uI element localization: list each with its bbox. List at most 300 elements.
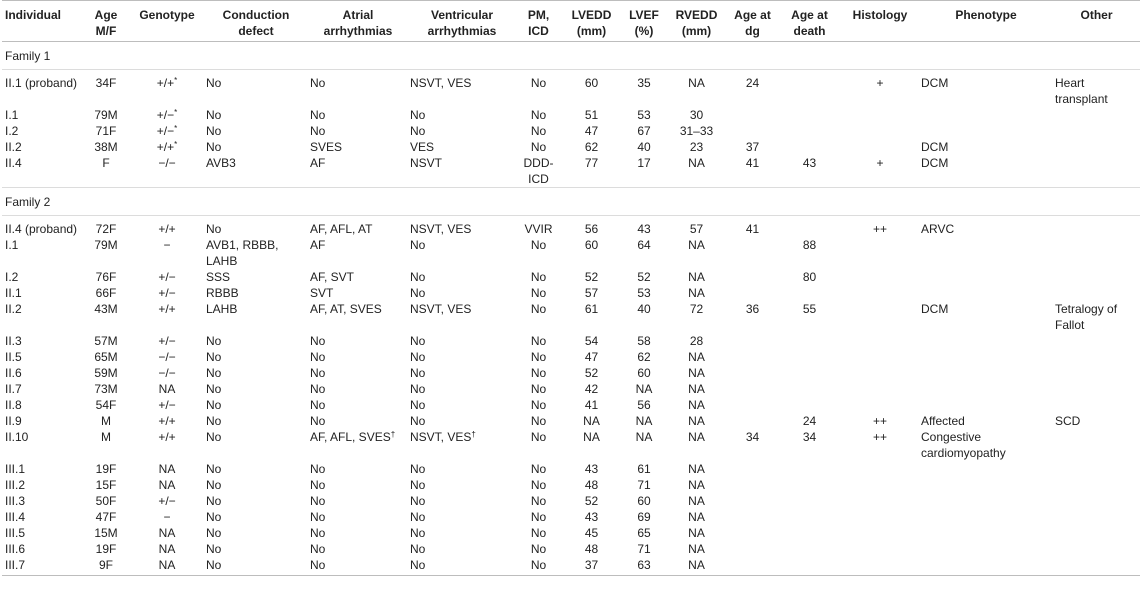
cell-pm-icd: VVIR <box>524 222 553 236</box>
cell-lvedd: 45 <box>584 526 599 540</box>
cell-pm-icd: No <box>530 510 547 524</box>
cell-age: 43M <box>94 302 118 316</box>
cell-other <box>1053 285 1140 301</box>
cell-conduction-defect: No <box>206 478 222 492</box>
cell-lvef: 17 <box>637 156 651 170</box>
cell-age-at-dg: 41 <box>745 156 760 170</box>
cell-individual: I.2 <box>5 270 19 284</box>
cell-lvedd: 47 <box>584 124 599 138</box>
cell-genotype: +/+* <box>156 76 178 90</box>
cell-age: 59M <box>94 366 118 380</box>
cell-phenotype <box>919 461 1053 477</box>
cell-age: 47F <box>95 510 117 524</box>
cell-age-at-dg: 24 <box>745 76 760 90</box>
cell-atrial-arrhythmias: AF <box>310 156 326 170</box>
cell-age: M <box>101 414 111 428</box>
cell-age: 72F <box>95 222 117 236</box>
cell-atrial-arrhythmias: No <box>310 398 326 412</box>
cell-histology <box>841 381 919 397</box>
cell-histology <box>841 107 919 123</box>
cell-lvef: 40 <box>637 140 651 154</box>
cell-age-at-dg <box>727 413 778 429</box>
cell-lvedd: 37 <box>561 557 622 576</box>
cell-rvedd: 31–33 <box>679 124 714 138</box>
cell-phenotype <box>919 269 1053 285</box>
cell-histology <box>841 365 919 381</box>
cell-ventricular-arrhythmias: No <box>410 494 426 508</box>
cell-atrial-arrhythmias: No <box>310 414 326 428</box>
cell-genotype: +/+ <box>158 430 176 444</box>
cell-rvedd: NA <box>688 238 705 252</box>
cell-ventricular-arrhythmias: No <box>410 366 426 380</box>
cell-lvedd: 52 <box>584 494 599 508</box>
cell-histology <box>841 557 919 576</box>
cell-age-at-dg <box>727 333 778 349</box>
cell-rvedd: NA <box>666 557 727 576</box>
header-pm-icd: PM, ICD <box>516 1 561 42</box>
cell-pm-icd: No <box>530 542 547 556</box>
cell-histology: + <box>876 76 884 90</box>
cell-age-at-dg <box>727 107 778 123</box>
cell-rvedd: NA <box>688 270 705 284</box>
cell-individual: II.10 <box>5 430 29 444</box>
cell-conduction-defect: No <box>206 108 222 122</box>
cell-phenotype <box>919 285 1053 301</box>
cell-lvedd: 43 <box>584 510 599 524</box>
cell-ventricular-arrhythmias: No <box>410 478 426 492</box>
table-row <box>2 216 1140 238</box>
cell-age: 79M <box>94 108 118 122</box>
table-row <box>2 493 1140 509</box>
cell-individual: III.3 <box>5 494 26 508</box>
cell-other: Heart transplant <box>1055 76 1108 106</box>
cell-conduction-defect: No <box>206 462 222 476</box>
header-atrial-arrhythmias: Atrial arrhythmias <box>308 1 408 42</box>
cell-histology <box>841 477 919 493</box>
cell-age: M <box>101 430 111 444</box>
table-row <box>2 349 1140 365</box>
cell-ventricular-arrhythmias: No <box>410 350 426 364</box>
footnote-marker: * <box>174 124 178 133</box>
cell-age-at-death: 55 <box>802 302 817 316</box>
cell-age-at-death <box>778 461 841 477</box>
cell-individual: II.2 <box>5 302 22 316</box>
cell-atrial-arrhythmias: AF, AFL, AT <box>310 222 373 236</box>
cell-individual: II.6 <box>5 366 22 380</box>
cell-age: 9F <box>82 557 130 576</box>
cell-age: 15F <box>95 478 117 492</box>
cell-atrial-arrhythmias: AF, AFL, SVES† <box>310 430 396 444</box>
cell-rvedd: NA <box>688 494 705 508</box>
cell-atrial-arrhythmias: No <box>310 526 326 540</box>
cell-lvef: 58 <box>637 334 651 348</box>
table-row <box>2 365 1140 381</box>
cell-lvef: 60 <box>637 494 651 508</box>
cell-other <box>1053 216 1140 238</box>
cell-lvedd: 62 <box>584 140 599 154</box>
cell-other <box>1053 461 1140 477</box>
cell-atrial-arrhythmias: No <box>310 382 326 396</box>
cell-conduction-defect: No <box>206 76 222 90</box>
cell-lvef: 53 <box>637 286 651 300</box>
header-age-at-dg: Age at dg <box>727 1 778 42</box>
cell-pm-icd: No <box>516 557 561 576</box>
cell-age-at-dg: 41 <box>745 222 760 236</box>
table-row <box>2 525 1140 541</box>
cell-lvedd: 51 <box>584 108 599 122</box>
cell-histology: ++ <box>872 222 887 236</box>
cell-other <box>1053 397 1140 413</box>
cell-rvedd: NA <box>688 542 705 556</box>
header-genotype: Genotype <box>130 1 204 42</box>
cell-lvedd: NA <box>583 414 600 428</box>
cell-lvef: 35 <box>637 76 651 90</box>
table-row <box>2 301 1140 333</box>
cell-phenotype <box>919 525 1053 541</box>
table-row <box>2 269 1140 285</box>
cell-age: 66F <box>95 286 117 300</box>
cell-histology <box>841 301 919 333</box>
table-row <box>2 139 1140 155</box>
cell-rvedd: 57 <box>689 222 704 236</box>
cell-ventricular-arrhythmias: NSVT <box>410 156 443 170</box>
cell-pm-icd: No <box>530 334 547 348</box>
cell-genotype: − <box>163 238 171 252</box>
cell-lvedd: 77 <box>584 156 599 170</box>
cell-atrial-arrhythmias: No <box>310 478 326 492</box>
cell-rvedd: NA <box>688 526 705 540</box>
cell-age-at-death <box>778 509 841 525</box>
cell-phenotype <box>919 493 1053 509</box>
cell-other <box>1053 541 1140 557</box>
cell-other <box>1053 557 1140 576</box>
table-row <box>2 381 1140 397</box>
cell-individual: I.1 <box>5 238 19 252</box>
cell-phenotype <box>919 107 1053 123</box>
cell-rvedd: 28 <box>689 334 704 348</box>
cell-conduction-defect: No <box>206 382 222 396</box>
cell-phenotype <box>919 477 1053 493</box>
cell-genotype: NA <box>130 557 204 576</box>
cell-lvedd: 54 <box>584 334 599 348</box>
cell-age: 79M <box>94 238 118 252</box>
cell-histology: ++ <box>872 430 887 444</box>
cell-atrial-arrhythmias: No <box>310 76 326 90</box>
cell-age-at-dg <box>727 493 778 509</box>
cell-age-at-death <box>778 525 841 541</box>
cell-lvef: 52 <box>637 270 651 284</box>
cell-age-at-dg: 34 <box>745 430 760 444</box>
cell-genotype: +/+* <box>156 140 178 154</box>
cell-lvef: 69 <box>637 510 651 524</box>
cell-atrial-arrhythmias: No <box>308 557 408 576</box>
cell-conduction-defect: AVB3 <box>206 156 236 170</box>
cell-individual: III.4 <box>5 510 26 524</box>
cell-other <box>1053 525 1140 541</box>
cell-other <box>1053 429 1140 461</box>
cell-lvef: 40 <box>637 302 651 316</box>
cell-age-at-death <box>778 70 841 108</box>
cell-histology <box>841 397 919 413</box>
cell-phenotype <box>919 237 1053 269</box>
cell-phenotype <box>919 349 1053 365</box>
cell-conduction-defect: No <box>206 334 222 348</box>
cell-lvedd: 42 <box>584 382 599 396</box>
table-row <box>2 477 1140 493</box>
cell-individual: II.2 <box>5 140 22 154</box>
cell-age: 15M <box>94 526 118 540</box>
cell-histology <box>841 461 919 477</box>
cell-age: 34F <box>95 76 117 90</box>
cell-atrial-arrhythmias: No <box>310 124 326 138</box>
cell-age-at-dg <box>727 381 778 397</box>
cell-lvef: 71 <box>637 478 651 492</box>
cell-ventricular-arrhythmias: No <box>408 557 516 576</box>
cell-age-at-death <box>778 333 841 349</box>
cell-age-at-dg <box>727 557 778 576</box>
cell-lvef: 43 <box>637 222 651 236</box>
cell-rvedd: NA <box>688 366 705 380</box>
cell-lvef: 62 <box>637 350 651 364</box>
cell-genotype: +/− <box>158 494 176 508</box>
cell-rvedd: NA <box>688 350 705 364</box>
cell-rvedd: NA <box>688 398 705 412</box>
cell-histology <box>841 493 919 509</box>
cell-pm-icd: No <box>530 430 547 444</box>
cell-lvef: 65 <box>637 526 651 540</box>
cell-phenotype <box>919 541 1053 557</box>
cell-pm-icd: No <box>530 398 547 412</box>
cell-histology <box>841 237 919 269</box>
cell-phenotype: Congestive cardiomyopathy <box>921 430 1006 460</box>
cell-individual: II.4 <box>5 156 22 170</box>
cell-lvedd: 48 <box>584 542 599 556</box>
cell-genotype: −/− <box>158 350 176 364</box>
cell-ventricular-arrhythmias: No <box>410 542 426 556</box>
cell-histology <box>841 123 919 139</box>
cell-genotype: −/− <box>158 156 176 170</box>
cell-histology <box>841 509 919 525</box>
cell-lvef: 60 <box>637 366 651 380</box>
cell-individual: II.5 <box>5 350 22 364</box>
cell-pm-icd: No <box>530 526 547 540</box>
cell-atrial-arrhythmias: No <box>310 510 326 524</box>
cell-atrial-arrhythmias: No <box>310 494 326 508</box>
cell-phenotype <box>919 333 1053 349</box>
cell-genotype: NA <box>158 382 176 396</box>
cell-age-at-death <box>778 477 841 493</box>
cell-atrial-arrhythmias: AF <box>310 238 326 252</box>
cell-histology <box>841 525 919 541</box>
cell-age-at-dg <box>727 397 778 413</box>
cell-histology: + <box>876 156 884 170</box>
cell-lvef: 67 <box>637 124 651 138</box>
cell-age: 73M <box>94 382 118 396</box>
cell-rvedd: NA <box>688 430 705 444</box>
cell-individual: II.3 <box>5 334 22 348</box>
cell-lvedd: 41 <box>584 398 599 412</box>
footnote-marker: * <box>174 76 178 85</box>
cell-age-at-dg <box>727 237 778 269</box>
cell-age-at-death: 43 <box>802 156 817 170</box>
cell-ventricular-arrhythmias: No <box>410 270 426 284</box>
cell-phenotype: DCM <box>921 302 949 316</box>
table-row <box>2 155 1140 188</box>
cell-conduction-defect: No <box>206 414 222 428</box>
cell-age-at-death <box>778 123 841 139</box>
cell-other: Tetralogy of Fallot <box>1055 302 1118 332</box>
cell-age: 50F <box>95 494 117 508</box>
cell-conduction-defect: LAHB <box>206 302 238 316</box>
cell-phenotype <box>919 557 1053 576</box>
cell-histology <box>841 269 919 285</box>
cell-lvedd: NA <box>583 430 600 444</box>
cell-ventricular-arrhythmias: No <box>410 286 426 300</box>
cell-age-at-death: 88 <box>802 238 817 252</box>
cell-age: 65M <box>94 350 118 364</box>
header-conduction-defect: Conduction defect <box>204 1 308 42</box>
cell-conduction-defect: No <box>206 510 222 524</box>
cell-ventricular-arrhythmias: NSVT, VES <box>410 222 472 236</box>
family-group-row <box>2 188 1140 216</box>
footnote-marker: † <box>471 430 476 439</box>
cell-ventricular-arrhythmias: No <box>410 382 426 396</box>
cell-histology <box>841 285 919 301</box>
cell-pm-icd: No <box>530 478 547 492</box>
cell-age-at-death <box>778 139 841 155</box>
footnote-marker: * <box>174 140 178 149</box>
cell-lvef: 63 <box>622 557 666 576</box>
table-row <box>2 333 1140 349</box>
cell-rvedd: NA <box>688 478 705 492</box>
cell-age-at-death: 24 <box>802 414 817 428</box>
cell-age-at-death <box>778 541 841 557</box>
cell-individual: II.1 (proband) <box>5 76 78 90</box>
cell-rvedd: NA <box>688 286 705 300</box>
cell-individual: III.1 <box>5 462 26 476</box>
cell-ventricular-arrhythmias: No <box>410 414 426 428</box>
cell-atrial-arrhythmias: SVES <box>310 140 343 154</box>
header-lvedd: LVEDD (mm) <box>561 1 622 42</box>
cell-age: F <box>102 156 110 170</box>
table-row <box>2 557 1140 576</box>
cell-lvedd: 52 <box>584 366 599 380</box>
cell-age-at-death <box>778 365 841 381</box>
cell-age-at-death <box>778 349 841 365</box>
cell-age-at-dg: 37 <box>745 140 760 154</box>
cell-lvef: NA <box>635 430 653 444</box>
cell-pm-icd: No <box>530 462 547 476</box>
cell-age: 71F <box>95 124 117 138</box>
cell-genotype: +/− <box>158 270 176 284</box>
cell-age-at-dg <box>727 525 778 541</box>
cell-conduction-defect: AVB1, RBBB, LAHB <box>206 238 279 268</box>
cell-pm-icd: No <box>530 76 547 90</box>
cell-rvedd: NA <box>688 156 705 170</box>
cell-rvedd: 30 <box>689 108 704 122</box>
cell-genotype: +/+ <box>158 302 176 316</box>
cell-ventricular-arrhythmias: No <box>410 526 426 540</box>
cell-age-at-dg <box>727 509 778 525</box>
cell-rvedd: NA <box>688 414 705 428</box>
cell-other <box>1053 365 1140 381</box>
cell-phenotype <box>919 397 1053 413</box>
table-row <box>2 397 1140 413</box>
cell-individual: II.8 <box>5 398 22 412</box>
cell-lvef: 71 <box>637 542 651 556</box>
header-histology: Histology <box>841 1 919 42</box>
cell-phenotype <box>919 123 1053 139</box>
table-row <box>2 429 1140 461</box>
cell-ventricular-arrhythmias: NSVT, VES† <box>410 430 476 444</box>
header-rvedd: RVEDD (mm) <box>666 1 727 42</box>
cell-other <box>1053 269 1140 285</box>
cell-individual: II.1 <box>5 286 22 300</box>
cell-other <box>1053 155 1140 188</box>
table-row <box>2 461 1140 477</box>
cell-atrial-arrhythmias: AF, SVT <box>310 270 355 284</box>
cell-individual: II.9 <box>5 414 22 428</box>
cell-genotype: +/− <box>158 334 176 348</box>
cell-pm-icd: DDD-ICD <box>523 156 554 186</box>
cell-age-at-death <box>778 381 841 397</box>
cell-ventricular-arrhythmias: NSVT, VES <box>410 302 472 316</box>
cell-individual: II.7 <box>5 382 22 396</box>
cell-atrial-arrhythmias: SVT <box>310 286 334 300</box>
cell-ventricular-arrhythmias: NSVT, VES <box>410 76 472 90</box>
cell-pm-icd: No <box>530 366 547 380</box>
cell-atrial-arrhythmias: No <box>310 462 326 476</box>
cell-individual: I.1 <box>5 108 19 122</box>
cell-phenotype: DCM <box>921 76 949 90</box>
cell-genotype: NA <box>158 462 176 476</box>
cell-atrial-arrhythmias: No <box>310 108 326 122</box>
cell-atrial-arrhythmias: No <box>310 350 326 364</box>
cell-age-at-dg <box>727 365 778 381</box>
cell-lvedd: 56 <box>584 222 599 236</box>
cell-ventricular-arrhythmias: No <box>410 334 426 348</box>
cell-ventricular-arrhythmias: No <box>410 108 426 122</box>
cell-age-at-dg <box>727 349 778 365</box>
header-age-at-death: Age at death <box>778 1 841 42</box>
cell-genotype: NA <box>158 478 176 492</box>
cell-individual: III.2 <box>5 478 26 492</box>
table-row <box>2 509 1140 525</box>
cell-individual: I.2 <box>5 124 19 138</box>
cell-conduction-defect: No <box>206 430 222 444</box>
cell-lvedd: 57 <box>584 286 599 300</box>
cell-other <box>1053 477 1140 493</box>
cell-phenotype <box>919 509 1053 525</box>
cell-atrial-arrhythmias: No <box>310 366 326 380</box>
cell-other <box>1053 139 1140 155</box>
cell-lvef: 64 <box>637 238 651 252</box>
cell-age-at-death <box>778 557 841 576</box>
family-label: Family 1 <box>2 42 1140 70</box>
cell-genotype: +/− <box>158 286 176 300</box>
cell-age: 19F <box>95 542 117 556</box>
cell-conduction-defect: No <box>206 542 222 556</box>
cell-conduction-defect: No <box>206 366 222 380</box>
cell-conduction-defect: No <box>206 350 222 364</box>
cell-ventricular-arrhythmias: No <box>410 462 426 476</box>
cell-genotype: −/− <box>158 366 176 380</box>
cell-other <box>1053 107 1140 123</box>
cell-lvef: 53 <box>637 108 651 122</box>
cell-pm-icd: No <box>530 414 547 428</box>
cell-rvedd: NA <box>688 462 705 476</box>
cell-ventricular-arrhythmias: No <box>410 510 426 524</box>
